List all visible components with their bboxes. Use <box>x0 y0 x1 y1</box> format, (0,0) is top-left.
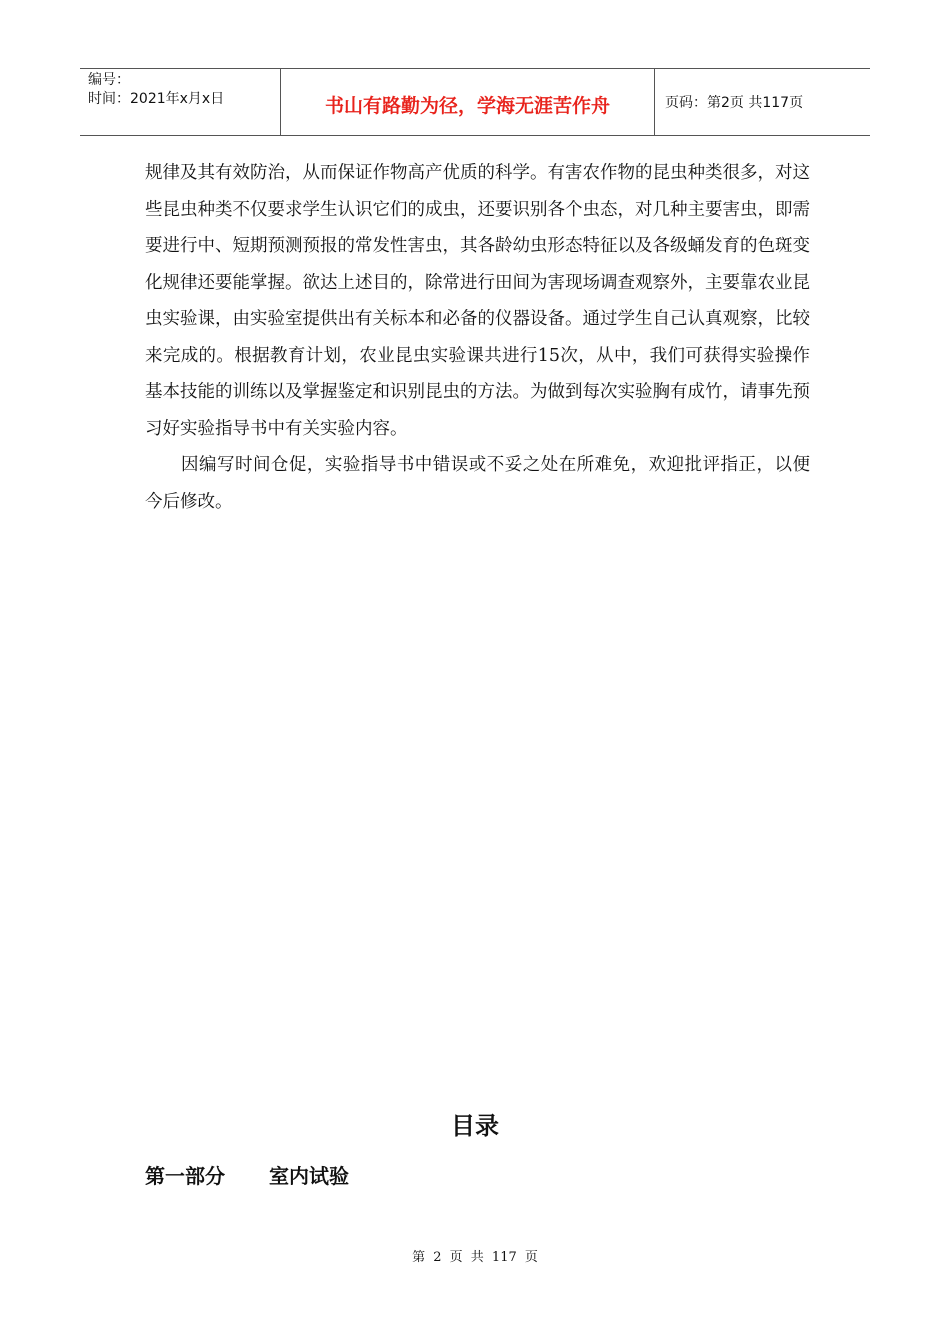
body-content <box>145 155 810 520</box>
toc-section-label: 第一部分 <box>145 1164 225 1188</box>
toc-title: 目录 <box>451 1112 499 1140</box>
header-page-info <box>655 69 870 135</box>
motto-text: 书山有路勤为径，学海无涯苦作舟 <box>324 94 610 117</box>
page-info-text: 页码：第2页 共117页 <box>665 95 804 111</box>
body-paragraph: 因编写时间仓促，实验指导书中错误或不妥之处在所难免，欢迎批评指正，以便今后修改。 <box>145 455 810 512</box>
toc-section-name: 室内试验 <box>269 1164 349 1188</box>
body-paragraph: 规律及其有效防治，从而保证作物高产优质的科学。有害农作物的昆虫种类很多，对这些昆虫种类不仅要求学生认识它们的成虫，还要识别各个虫态，对几种主要害虫，即需要进行中、短期预测预报的常发性害虫，其各龄幼虫形态特征以及各级蛹发育的色斑变化规律还要能掌握。欲达上述目的，除常进行田间为害现场调查观察外，主要靠农业昆虫实验课，由实验室提供出有关标本和必备的仪器设备。通过学生自己认真观察，比较来完成的。根据教育计划，农业昆虫实验课共进行15次，从中，我们可获得实验操作基本技能的训练以及掌握鉴定和识别昆虫的方法。为做到每次实验胸有成竹，请事先预习好实验指导书中有关实验内容。 <box>145 163 810 439</box>
document-number-label: 编号： <box>88 72 130 88</box>
document-date: 时间：2021年x月x日 <box>88 91 225 107</box>
header-motto <box>281 69 655 135</box>
header-meta <box>80 69 281 135</box>
toc-section-heading <box>145 1160 349 1189</box>
page-footer: 第 2 页 共 117 页 <box>412 1250 538 1265</box>
page-header <box>80 68 870 136</box>
